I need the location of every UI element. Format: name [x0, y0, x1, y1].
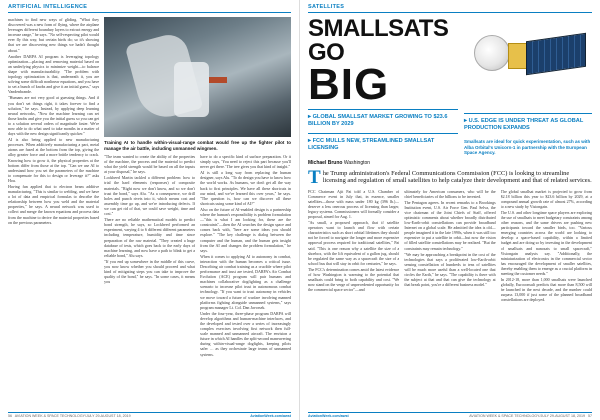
satellite-image	[464, 19, 592, 111]
site-link[interactable]: AviationWeek.com/awst	[250, 414, 291, 418]
satellite-dish-shape	[474, 35, 510, 71]
paragraph: The Pentagon agrees. In recent remarks to a Brookings Institution event, U.S. Air Force Gen. Paul Selva, the vice chairman of the Joint Chiefs of Staff, offered optimistic comments about whether broadly distributed low-Earth-orbit constellations can provide broadband Internet on a global scale. He admitted the idea is old—people imagined it in the late 1990s, when it was still too expensive to put a satellite in orbit—but now the vision of filled satellite constellations may be realized. "But the constraints may remain technology."	[404, 199, 496, 251]
right-column-1	[308, 189, 399, 304]
paragraph: In 2012-18, more than 1,000 smallsats were launched globally, Euroconsult predicts that more than 8,500 will be launched in the next decade, and the number could surpass 13,000 if just some of the planned broadband constellations are deployed.	[500, 277, 592, 303]
satellite-block	[464, 17, 592, 156]
pull-rule	[308, 109, 458, 110]
left-column-2	[104, 154, 195, 358]
headline-line-1: SMALLSATS GO	[308, 15, 449, 66]
paragraph: have to do a specific kind of surface preparation. Or it simply says, 'You need to reject this part because you'll never get there.' The tree gives you that kind of insight."	[200, 154, 291, 170]
paragraph: "Humans are not very good at guessing things. And if you don't set things right, it takes forever to find a solution," he says. Instead, by applying deep learning neural networks, "Now the machine learning can set those knobs and give you the initial guess so you can get to a solution several orders of magnitude faster. We're now able to do what used to take months in a matter of days with the new design significantly quicker."	[8, 95, 100, 137]
paragraph: The FCC's determination comes amid the latest evidence of how Washington is warming to the potential that smallsats could bring to both capability and cost. "We now stand on the verge of unprecedented opportunity for the commercial space sector"—and	[308, 266, 400, 293]
pull-quote-2: ▸ FCC MULLS NEW, STREAMLINED SMALLSAT LICENSING	[308, 138, 435, 151]
paragraph: AI is also being applied to new manufacturing processes. When additively manufacturing a part, metal atoms are fused at the bottom from the top, giving the alloy greater force and a more brittle tendency to crack. Knowing how to grow it, the physical properties at the bottom differ from those at the top. "Can we use AI to understand how you set the parameters of the machine to compensate for this to design or leverage it?" asks Hou.	[8, 137, 100, 183]
photo-caption: Training AI to handle within-visual-range combat would free up the fighter pilot to manage the air battle, including unmanned wingmen.	[104, 140, 291, 151]
robot-tool-shape	[209, 77, 227, 83]
left-columns-2-3	[104, 17, 291, 358]
paragraph: There are no reliable mathematical models to predict bond strength, he says, so Lockheed performed an experiment, varying 4 to 6 different different parameters including temperature, humidity and time since preparation of the raw material. "They created a huge database of tests, which goes back to the early days of machine learning, and now have a path to blink to get a reliable bond," Alu says.	[104, 217, 196, 258]
byline: Michael Bruno Washington	[308, 159, 371, 166]
paragraph: When it comes to applying AI to autonomy in combat, interaction with the human becomes a critical issue. Describing air combat training as a crucible where pilot performance and trust are tested, DARPA's Air Combat Evolution (ACE) program will pair humans and machines collaborative dogfighting as a challenge scenario to increase pilot trust in autonomous combat technology. "If you want to trust autonomy in vehicles we move toward a future of warfare involving manned platforms fighting alongside unmanned systems," says program manager Lt. Col. Dan Javorsek.	[200, 253, 291, 310]
site-link[interactable]: AviationWeek.com/awst	[308, 414, 349, 418]
right-column-3	[501, 189, 592, 304]
satellite-caption: Smallsats are ideal for quick experimentation, such as with Alba Orbital's Unicorn-1 in partnership with the European Space Agency.	[464, 139, 591, 156]
paragraph: "As small, a proposed approach, that if satellite operators want to launch and flow with certain characteristics such as short orbital lifetimes they should not be forced to navigate the longer and more expensive approval process required for traditional satellites," Pai said. "This is one reason why a satellite the size of a shoebox, with the lift equivalent of a gallon jug, should be regulated the same way as a spacecraft the size of a school bus that will stay in orbit for centuries," he says.	[308, 220, 400, 266]
paragraph: ultimately for American consumers, who will be the chief beneficiaries of the billions to be invested.	[404, 188, 496, 199]
left-column-3	[200, 154, 291, 358]
robot-body-shape	[174, 62, 209, 117]
dropcap: T	[308, 166, 321, 188]
paragraph: The U.S. and other longtime space players are exploring the use of smallsats to meet budgetary constraints among other reasons, and the same drivers are pushing new participants toward the smaller birds, too. "Various emerging countries across the world are looking to develop a space-based capability, within a limited budget and are doing so by investing in the development of smallsats and nanosats to small spacecraft," Visiongain analysts say. "Additionally, the miniaturization of electronics in the commercial sector has encouraged the development of smaller satellites, thereby enabling them to emerge as a crucial platform in meeting the customer needs."	[500, 209, 592, 276]
pull-quote-1: ▸ GLOBAL SMALLSAT MARKET GROWING TO $23.6 BILLION BY 2029	[308, 114, 448, 127]
section-rule	[308, 12, 592, 13]
arrow-icon: ▸	[308, 138, 312, 145]
right-column-2	[404, 189, 495, 304]
paragraph: FCC Chairman Ajit Pai told a U.S. Chamber of Commerce event in July that, in essence, smaller satellites—those with mass under 180 kg (396 lb.)—deserve a less onerous process of licensing than larger, legacy systems. Commissioners will formally consider a proposal, aimed for Aug. 1.	[308, 188, 400, 219]
paragraph: AI is still a long way from replacing the human designer, says Alu. "To do design you have to know how the world works. As humans, we don't get all the way back to first principles. We have all these shortcuts in our mind, and we've learned this over years," he says. "The question is, how can we discover all these shortcuts using some kind of AI?"	[200, 170, 291, 206]
paragraph: Also on the future of AI-enabled design is a partnership where the human's responsibility is problem formulation—"this is what I am looking for, these are the constraints"—then the AI searches the design space and comes back with, "here are some ideas you should explore." "The key challenge is dialog between the computer and the human, and the human gets insight from the AI and changes the problem formulation," he says.	[200, 206, 291, 253]
satellite-body-shape	[508, 43, 528, 69]
headline-block	[308, 17, 458, 156]
arrow-icon: ▸	[464, 118, 468, 124]
left-subcolumns	[104, 154, 291, 358]
paragraph: "If you end up somewhere in the middle of this curve, you now know whether you should proceed and what kind of mitigating steps you can take to improve the quality of the bond," he says. "In some cases, it means you	[104, 258, 196, 285]
page-number: AVIATION WEEK & SPACE TECHNOLOGY/JULY 29-AUGUST 18, 2019 57	[469, 414, 592, 418]
pull-rule	[464, 113, 592, 114]
headline-line-2: BIG	[308, 60, 390, 109]
right-page	[300, 0, 600, 420]
section-rule	[8, 12, 291, 13]
headline	[308, 17, 458, 107]
paragraph: machines to find new ways of gliding. "What they discovered was a new form of flying, where the airplane leverages different boundary layers to extract energy and increase range," he says. "No self-respecting pilot would ever fly this way, but certain birds do; so it's showing that we are discovering new things we hadn't thought about."	[8, 17, 100, 53]
left-column-1	[8, 17, 99, 358]
right-top	[308, 17, 592, 156]
paragraph: The global smallsat market is projected to grow from $2.18 billion this year to $23.6 billion by 2029, at a compound annual growth rate of almost 27%, according to a new study by Visiongain.	[500, 188, 592, 209]
paragraph: "The team wanted to create the ability of the properties of the machine, the process and the material to predict what the yield strength would be based on all the inputs at your disposal," he says.	[104, 154, 196, 175]
page-number: 56 AVIATION WEEK & SPACE TECHNOLOGY/JULY 29-AUGUST 18, 2019	[8, 414, 131, 418]
pull-rule	[308, 133, 458, 134]
pull-quote-3: ▸ U.S. EDGE IS UNDER THREAT AS GLOBAL PRODUCTION EXPANDS	[464, 118, 584, 131]
section-label-ai: ARTIFICIAL INTELLIGENCE	[8, 4, 88, 10]
paragraph: "We may be approaching a breakpoint in the cost of the technologies that says a proliferated low-Earth-orbit sensing constellation of hundreds to tens of satellites will be much more useful than a well-located one that circles the Earth," he says. "The capability is there with the subject at that and that can give the technology at that break point, you're a different business model."	[404, 251, 496, 288]
paragraph: Lockheed Martin tackled a different problem: how to trial the hard elements (responses) of composite materials. "Right now we don't know, and so we don't trust the bond," says Alu. "As a consequence, we drill holes and punch rivets into it, which means cost and assembly time go up, and we're introducing defects. If we can get rid of that, we could save weight, time and cost."	[104, 175, 196, 217]
right-columns	[308, 189, 592, 304]
lede-paragraph: The Trump administration's Federal Communications Commission (FCC) is looking to streamline licensing and regulation of small satellites to help catalyze their development and that of related services.	[308, 166, 592, 188]
right-footer	[308, 412, 592, 418]
robot-photo	[104, 17, 291, 137]
section-label-satellites: SATELLITES	[308, 4, 345, 10]
left-footer	[8, 412, 291, 418]
left-columns	[8, 17, 291, 358]
paragraph: Having fun applied that to electron beam additive manufacturing. "This is similar to welding, and we have a lot of data and empirical formulas to describe the relationship between how you weld and the material properties," he says. A neural network was used to collect and merge the known equations and process data from the machine to derive the material properties based on the previous parameters.	[8, 184, 100, 225]
solar-panel-shape	[526, 33, 586, 75]
paragraph: Another DARPA AI program is leveraging topology optimization—placing and removing material based on an underlying physics to minimize weight—to balance shape with manufacturability. "The problem with topology optimization is that, underneath it, you are solving some difficult nonlinear equations, and you have to set a bunch of knobs and give it an initial guess," says Vandenbrande.	[8, 53, 100, 95]
paragraph: Under the four-year, three-phase program DARPA will develop algorithms and human-machine interfaces, and the developed and tested over a series of increasingly complex exercises involving first network then full-scale manned and unmanned aircraft. The envision a future in which AI handles the split-second maneuvering during within-visual-range dogfights, keeping pilots safer … as they orchestrate large teams of unmanned systems.	[200, 310, 291, 357]
arrow-icon: ▸	[308, 114, 312, 120]
